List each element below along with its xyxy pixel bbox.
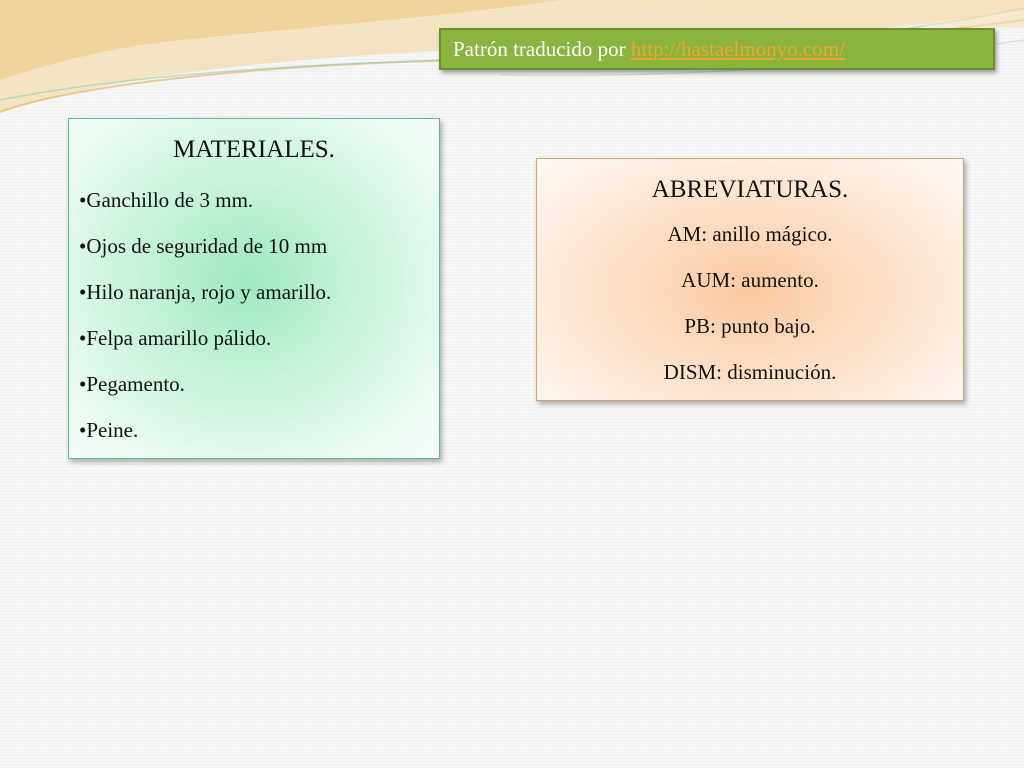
materiales-title: MATERIALES. <box>173 136 335 163</box>
banner-link[interactable]: http://hastaelmonyo.com/ <box>630 37 845 61</box>
materiales-item: •Ojos de seguridad de 10 mm <box>79 234 328 258</box>
abreviaturas-item: AUM: aumento. <box>681 268 819 292</box>
materiales-item: •Hilo naranja, rojo y amarillo. <box>79 280 332 304</box>
materiales-item: •Felpa amarillo pálido. <box>79 326 272 350</box>
banner-text: Patrón traducido por <box>453 37 631 61</box>
materiales-box <box>68 118 440 459</box>
abreviaturas-title: ABREVIATURAS. <box>651 176 849 203</box>
abreviaturas-box <box>536 158 964 401</box>
materiales-item: •Ganchillo de 3 mm. <box>79 188 254 212</box>
materiales-item: •Pegamento. <box>79 372 185 396</box>
materiales-item: •Peine. <box>79 418 139 442</box>
abreviaturas-item: AM: anillo mágico. <box>667 222 833 246</box>
translation-banner <box>439 28 995 70</box>
abreviaturas-item: PB: punto bajo. <box>684 314 816 338</box>
abreviaturas-item: DISM: disminución. <box>663 360 837 384</box>
